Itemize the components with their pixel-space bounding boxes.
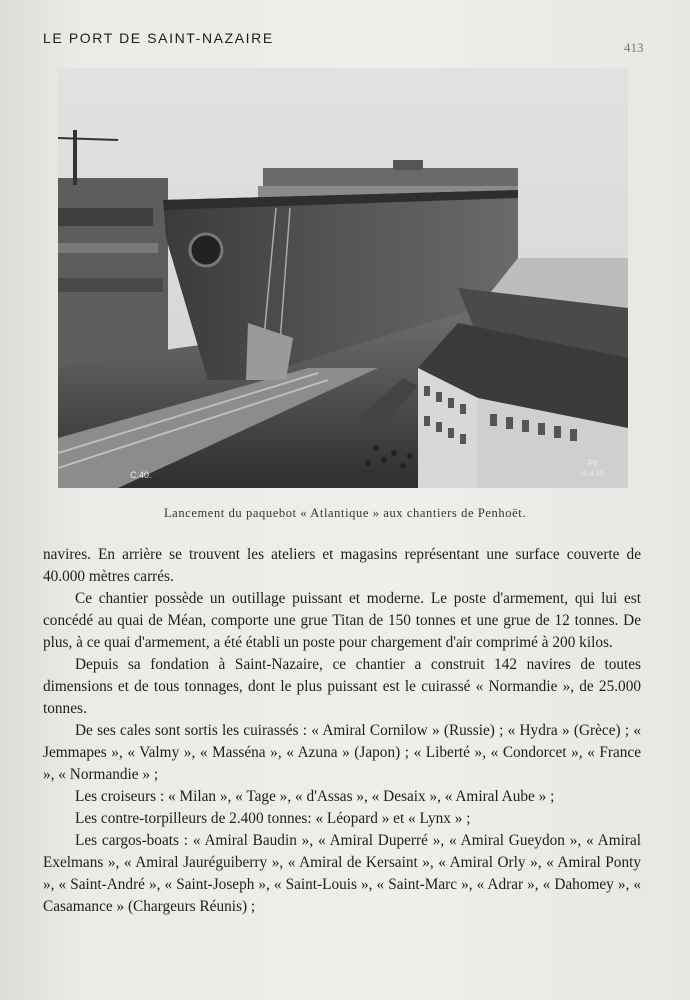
- paragraph: Les cargos-boats : « Amiral Baudin », « Amiral Duperré », « Amiral Gueydon », « Amiral Exelmans », « Amiral Jauréguiberry », « Amiral de Kersaint », « Amiral Orly », « Amiral Ponty », « Saint-André », « Saint-Joseph », « Saint-Louis », « Saint-Marc », « Adrar », « Dahomey », « Casamance » (Chargeurs Réunis) ;: [43, 832, 641, 915]
- paragraph: Les contre-torpilleurs de 2.400 tonnes: « Léopard » et « Lynx » ;: [75, 810, 471, 827]
- page-number: 413: [624, 40, 644, 55]
- figure-caption: Lancement du paquebot « Atlantique » aux chantiers de Penhoët.: [163, 506, 527, 520]
- ship-launch-photograph: [58, 68, 628, 488]
- running-head-title: LE PORT DE SAINT-NAZAIRE: [43, 30, 274, 46]
- paragraph: De ses cales sont sortis les cuirassés : « Amiral Cornilow » (Russie) ; « Hydra » (Grèce) ; « Jemmapes », « Valmy », « Masséna », « Azuna » (Japon) ; « Liberté », « Condorcet », « France », « Normandie » ;: [43, 722, 641, 783]
- paragraph: Depuis sa fondation à Saint-Nazaire, ce chantier a construit 142 navires de toutes dimensions et de tous tonnages, dont le plus puissant est le cuirassé « Normandie », de 25.000 tonnes.: [43, 656, 641, 717]
- paragraph: Les croiseurs : « Milan », « Tage », « d'Assas », « Desaix », « Amiral Aube » ;: [75, 788, 555, 805]
- plate-mark-right-2: 15.4.30.: [580, 471, 606, 478]
- body-text: [43, 544, 641, 918]
- paragraph: navires. En arrière se trouvent les ateliers et magasins représentant une surface couverte de 40.000 mètres carrés.: [43, 546, 641, 585]
- plate-mark-left: C.40.: [130, 470, 152, 480]
- photo-illustration: [58, 68, 628, 488]
- plate-mark-right-1: P8: [588, 459, 598, 468]
- paragraph: Ce chantier possède un outillage puissant et moderne. Le poste d'armement, qui lui est concédé au quai de Méan, comporte une grue Titan de 150 tonnes et une grue de 12 tonnes. De plus, à ce quai d'armement, a été établi un poste pour chargement d'air comprimé à 200 kilos.: [43, 590, 641, 651]
